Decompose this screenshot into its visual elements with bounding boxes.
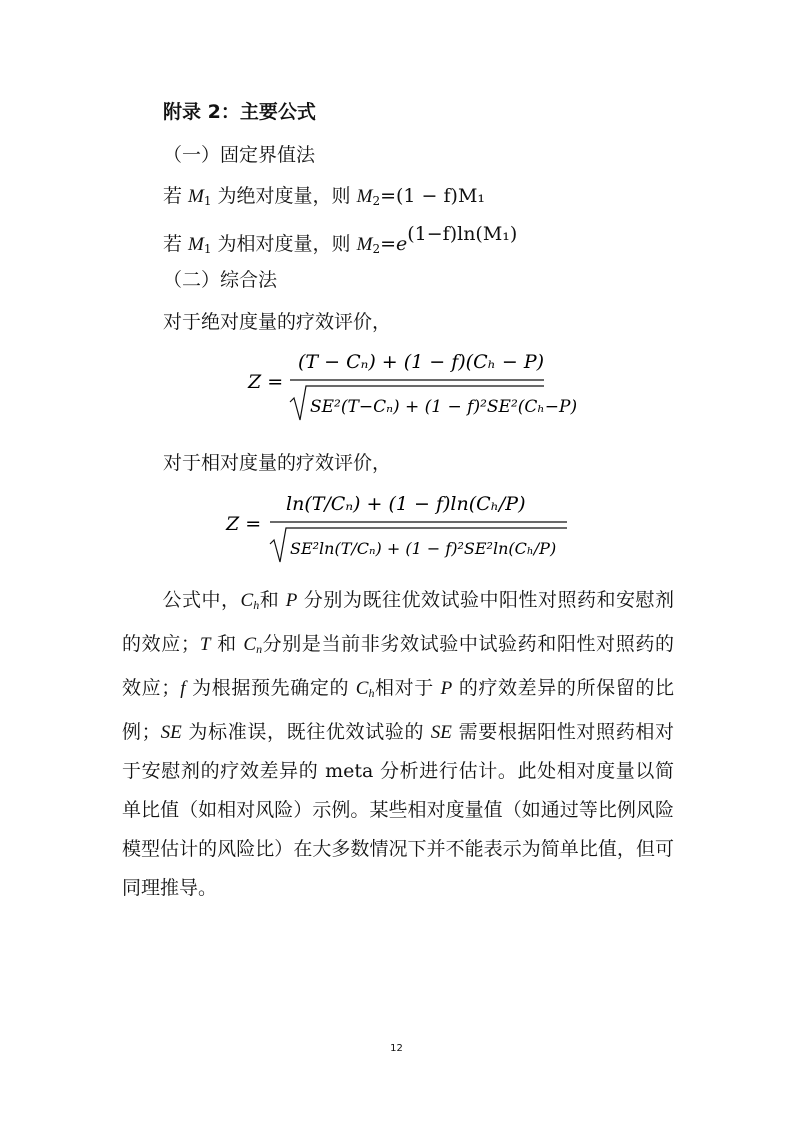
rule-relative bbox=[163, 223, 517, 256]
rule1-prefix: 若 bbox=[163, 185, 189, 207]
formula-rel-denominator: SE²ln(T/Cₙ) + (1 − f)²SE²ln(Cₕ/P) bbox=[290, 539, 557, 558]
rule-absolute bbox=[163, 181, 485, 208]
formula-rel-numerator: ln(T/Cₙ) + (1 − f)ln(Cₕ/P) bbox=[286, 493, 526, 515]
rule2-mid: 为相对度量，则 bbox=[211, 233, 357, 255]
rule1-result-sub: 2 bbox=[372, 194, 381, 208]
appendix-title: 附录 2：主要公式 bbox=[163, 101, 316, 123]
rule2-formula-base: =e bbox=[380, 233, 408, 255]
section2-heading: （二）综合法 bbox=[163, 269, 278, 291]
rule1-result-var: M bbox=[356, 186, 373, 207]
absolute-intro: 对于绝对度量的疗效评价， bbox=[163, 311, 392, 333]
rule1-mid: 为绝对度量，则 bbox=[211, 185, 357, 207]
rule2-sub: 1 bbox=[203, 242, 212, 256]
rule1-var: M bbox=[188, 186, 204, 207]
formula-abs-denominator: SE²(T−Cₙ) + (1 − f)²SE²(Cₕ−P) bbox=[310, 397, 578, 417]
formula-relative bbox=[226, 482, 571, 574]
section1-heading: （一）固定界值法 bbox=[163, 144, 316, 166]
page-number: 12 bbox=[390, 1043, 403, 1054]
rule2-prefix: 若 bbox=[163, 233, 189, 255]
explanation-paragraph: 公式中，$C_h$和 P 分别为既往优效试验中阳性对照药和安慰剂的效应；T 和 $C_n$分别是当前非劣效试验中试验药和阳性对照药的效应；f 为根据预先确定的 $C_h$相对于 P 的疗效差异的所保留的比例；SE 为标准误，既往优效试验的 SE 需要根据阳性对照药相对于安慰剂的疗效差异的 meta 分析进行估计。此处相对度量以简单比值（如相对风险）示例。某些相对度量值（如通过等比例风险模型估计的风险比）在大多数情况下并不能表示为简单比值，但可同理推导。 bbox=[122, 589, 674, 899]
rule2-result-sub: 2 bbox=[372, 242, 381, 256]
rule2-result-var: M bbox=[356, 234, 373, 255]
formula-rel-lhs: Z = bbox=[226, 513, 262, 535]
rule2-var: M bbox=[188, 234, 204, 255]
rule1-formula: =(1 − f)M₁ bbox=[380, 185, 486, 207]
relative-intro: 对于相对度量的疗效评价， bbox=[163, 452, 392, 474]
formula-absolute bbox=[248, 340, 578, 432]
formula-abs-lhs: Z = bbox=[248, 371, 284, 393]
formula-abs-numerator: (T − Cₙ) + (1 − f)(Cₕ − P) bbox=[298, 351, 545, 373]
rule2-formula-exp: (1−f)ln(M₁) bbox=[407, 223, 518, 245]
rule1-sub: 1 bbox=[203, 194, 212, 208]
